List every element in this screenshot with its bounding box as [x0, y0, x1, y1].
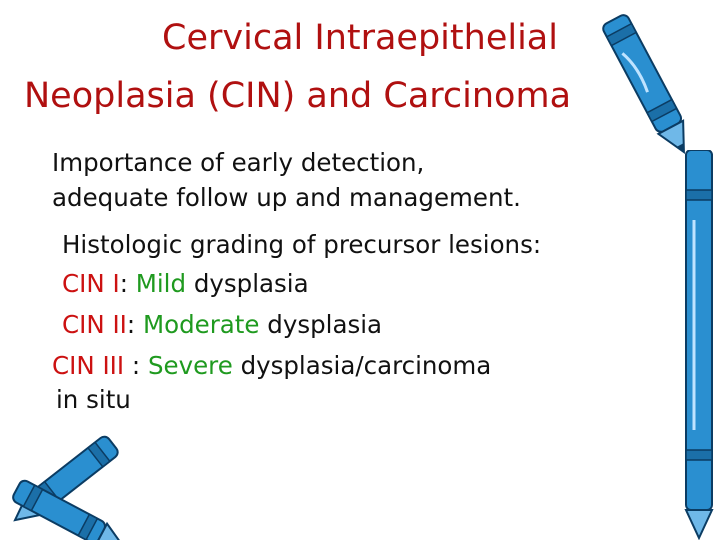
intro-line-2: adequate follow up and management. — [52, 183, 521, 212]
grade-separator: : — [119, 269, 136, 298]
grade-item-cin-1 — [62, 268, 309, 300]
grade-separator: : — [124, 351, 148, 380]
grade-code: CIN II — [62, 310, 127, 339]
crayons-bottom-left-icon — [0, 430, 150, 540]
grade-item-cin-2 — [62, 309, 382, 341]
intro-line-1: Importance of early detection, — [52, 148, 425, 177]
grade-continuation: in situ — [56, 385, 131, 414]
grade-separator: : — [126, 310, 143, 339]
grade-code: CIN III — [52, 351, 125, 380]
crayon-top-right-icon — [600, 4, 700, 164]
grading-heading: Histologic grading of precursor lesions: — [62, 230, 542, 259]
grade-severity: Moderate — [142, 310, 260, 339]
grade-description: dysplasia — [259, 310, 383, 339]
crayon-right-edge-icon — [680, 150, 720, 540]
grade-severity: Severe — [147, 351, 233, 380]
grade-severity: Mild — [135, 269, 187, 298]
grade-description: dysplasia — [186, 269, 309, 298]
grade-item-cin-3 — [52, 350, 491, 382]
grade-code: CIN I — [62, 269, 120, 298]
slide-title-line-2: Neoplasia (CIN) and Carcinoma — [24, 76, 572, 116]
grade-description: dysplasia/carcinoma — [232, 351, 492, 380]
slide-title-line-1: Cervical Intraepithelial — [162, 18, 558, 58]
